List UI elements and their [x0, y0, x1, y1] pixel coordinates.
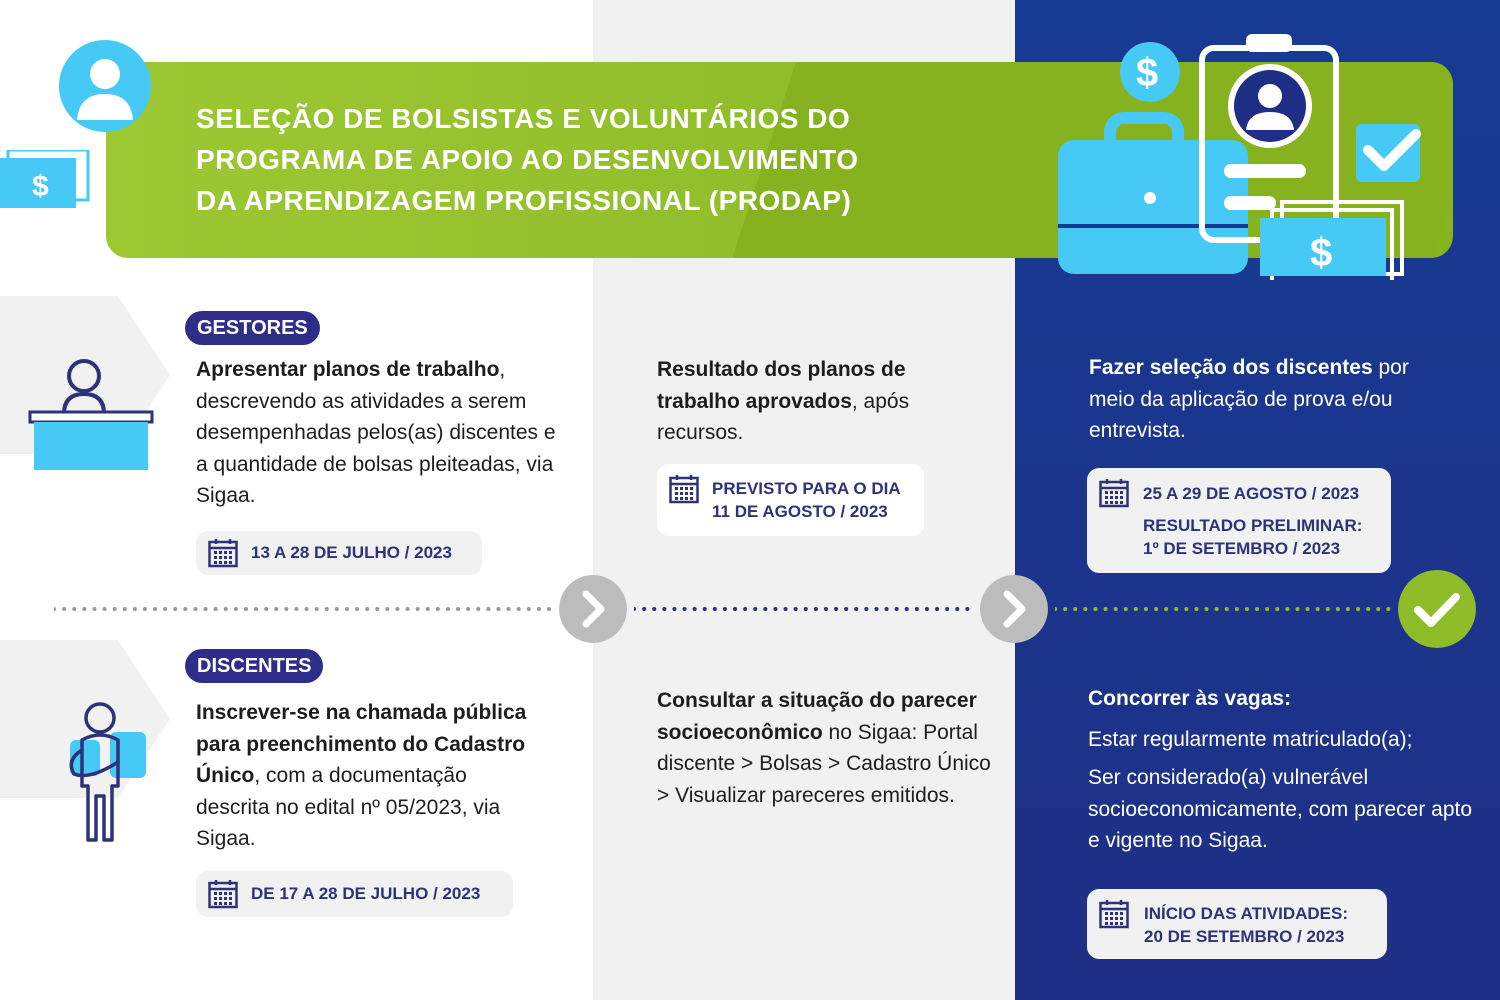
- discentes-step3-title: Concorrer às vagas:: [1088, 687, 1292, 710]
- gestores-step3-date-line2: RESULTADO PRELIMINAR:: [1143, 516, 1363, 535]
- title-line-3: DA APRENDIZAGEM PROFISSIONAL (PRODAP): [196, 185, 852, 216]
- discentes-step1-text: [196, 697, 536, 855]
- gestores-step1-bold: Apresentar planos de trabalho: [196, 358, 500, 381]
- gestores-step1-date-pill: [196, 531, 482, 575]
- discentes-step3-date-line2: 20 DE SETEMBRO / 2023: [1144, 927, 1345, 946]
- scholarship-illustration-icon: [1050, 30, 1450, 280]
- discentes-step3-req1: Estar regularmente matriculado(a);: [1088, 727, 1413, 751]
- dollar-sign: $: [32, 170, 49, 203]
- calendar-icon: [669, 474, 699, 504]
- discentes-step3-date-line1: INÍCIO DAS ATIVIDADES:: [1144, 904, 1349, 923]
- discentes-step1-bold: Inscrever-se na chamada pública para preenchimento do Cadastro Único: [196, 701, 527, 787]
- money-bills-icon: [0, 150, 90, 210]
- discentes-step1-rest: , com a documentação descrita no edital nº 05/2023, via Sigaa.: [196, 764, 501, 850]
- title-line-1: SELEÇÃO DE BOLSISTAS E VOLUNTÁRIOS DO: [196, 103, 851, 134]
- gestores-step3-rest: por meio da aplicação de prova e/ou entrevista.: [1089, 356, 1409, 442]
- timeline-dots-2: [634, 607, 976, 611]
- check-circle-icon: [1398, 570, 1476, 648]
- gestores-step2-date-pill: [657, 464, 924, 536]
- page-title: [196, 98, 996, 221]
- gestores-step2-rest: , após recursos.: [657, 389, 910, 444]
- gestores-step2-date-line2: 11 DE AGOSTO / 2023: [712, 502, 888, 521]
- gestores-step3-date-line3: 1º DE SETEMBRO / 2023: [1143, 539, 1341, 558]
- gestores-badge: GESTORES: [185, 311, 320, 345]
- gestores-step3-text: [1089, 352, 1449, 447]
- gestores-step2-text: [657, 354, 957, 449]
- discentes-step3-req2: Ser considerado(a) vulnerável socioeconomicamente, com parecer apto e vigente no Sigaa.: [1088, 766, 1473, 852]
- discentes-step2-text: [657, 685, 992, 811]
- money-stack-dollar: $: [1310, 231, 1333, 275]
- gestores-step3-date-line1: 25 A 29 DE AGOSTO / 2023: [1143, 484, 1360, 503]
- timeline-dots-3: [1055, 607, 1395, 611]
- gestores-step1-rest: , descrevendo as atividades a serem desempenhadas pelos(as) discentes e a quantidade de bolsas pleiteadas, via Sigaa.: [196, 358, 556, 507]
- calendar-icon: [208, 538, 238, 568]
- discentes-step1-date-pill: [196, 871, 513, 917]
- discentes-step1-date: DE 17 A 28 DE JULHO / 2023: [251, 884, 481, 903]
- chevron-right-icon: [559, 575, 627, 643]
- discentes-step3-date-pill: [1087, 889, 1387, 959]
- discentes-badge: DISCENTES: [185, 649, 323, 683]
- gestores-step2-bold: Resultado dos planos de trabalho aprovados: [657, 358, 906, 413]
- discentes-step3-text: [1088, 683, 1488, 857]
- title-line-2: PROGRAMA DE APOIO AO DESENVOLVIMENTO: [196, 144, 859, 175]
- gestores-step3-bold: Fazer seleção dos discentes: [1089, 356, 1373, 379]
- dollar-coin-sign: $: [1136, 51, 1159, 95]
- calendar-icon: [1099, 899, 1129, 929]
- calendar-icon: [1099, 478, 1129, 508]
- chevron-right-icon: [980, 575, 1048, 643]
- gestores-step2-date-line1: PREVISTO PARA O DIA: [712, 479, 901, 498]
- discentes-step2-rest: no Sigaa: Portal discente > Bolsas > Cadastro Único > Visualizar pareceres emitidos.: [657, 720, 991, 807]
- student-with-folder-icon: [60, 700, 150, 846]
- timeline-dots-1: [54, 607, 554, 611]
- gestores-step1-date: 13 A 28 DE JULHO / 2023: [251, 543, 452, 562]
- discentes-step2-bold: Consultar a situação do parecer socioeconômico: [657, 689, 977, 744]
- gestores-step3-date-pill: [1087, 468, 1391, 573]
- manager-at-desk-icon: [28, 358, 156, 472]
- gestores-step1-text: [196, 354, 566, 512]
- user-avatar-icon: [59, 40, 151, 132]
- calendar-icon: [208, 879, 238, 909]
